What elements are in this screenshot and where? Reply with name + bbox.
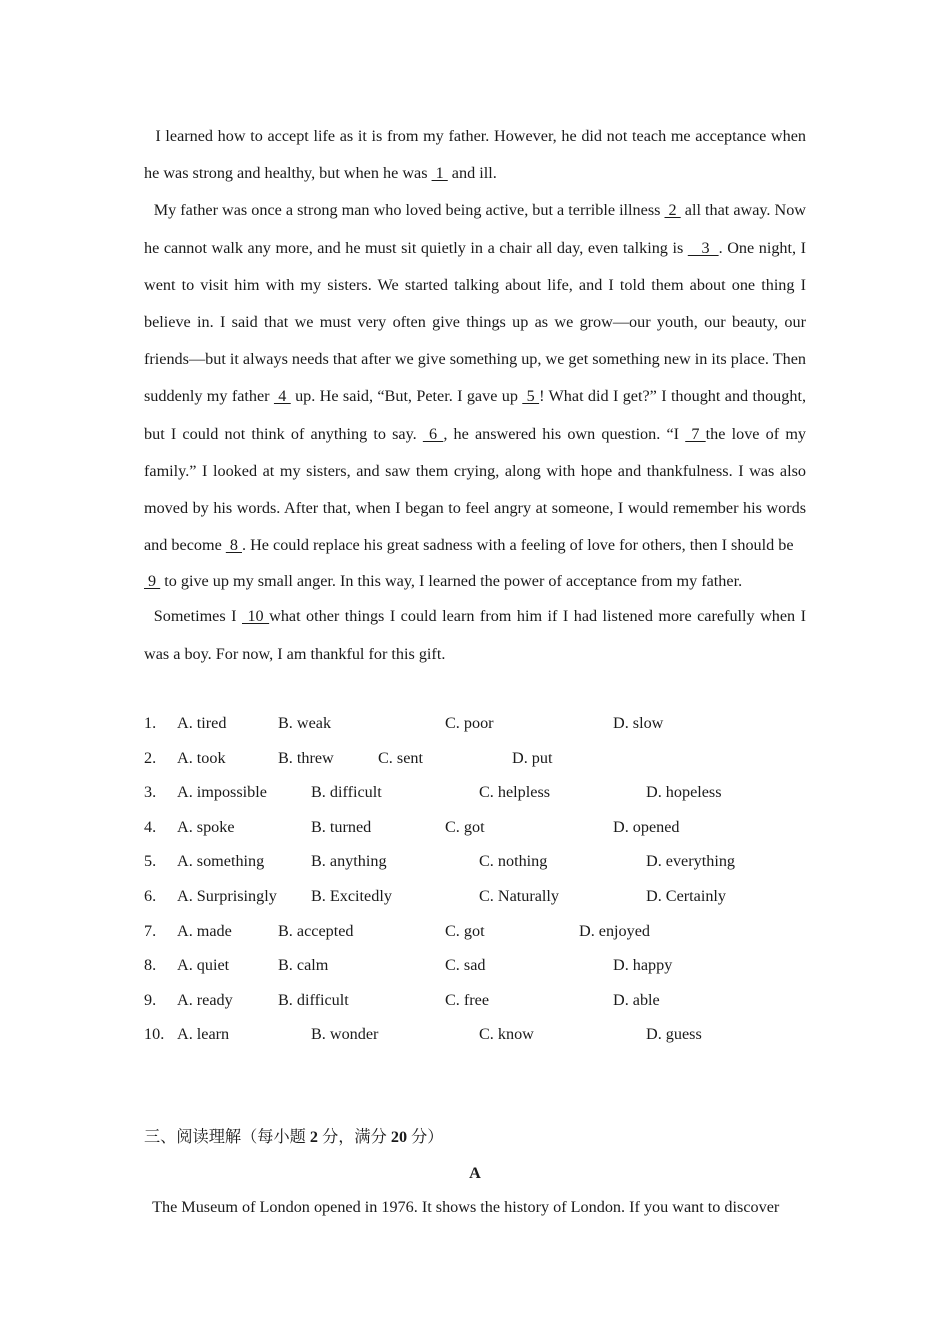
option-b: B. anything xyxy=(311,852,387,871)
question-number: 2. xyxy=(144,748,157,767)
passage-text: all that away. Now he cannot walk any more, and he must sit quietly in a chair all day, even talking is xyxy=(144,201,806,257)
option-row xyxy=(144,706,844,741)
option-c: C. Naturally xyxy=(479,886,560,905)
option-d: D. everything xyxy=(646,852,736,871)
passage-text: I learned how to accept life as it is from my father. However, he did not teach me acceptance when he was strong and healthy, but when he was xyxy=(144,127,806,183)
blank-4: 4 xyxy=(273,387,291,406)
option-d: D. slow xyxy=(613,714,664,732)
blank-2: 2 xyxy=(664,201,681,220)
option-row xyxy=(144,879,844,914)
passage-text: to give up my small anger. In this way, I learned the power of acceptance from my father. xyxy=(160,572,743,591)
option-b: B. difficult xyxy=(278,990,349,1009)
option-a: A. Surprisingly xyxy=(177,886,277,905)
option-c: C. free xyxy=(445,990,490,1009)
option-a: A. impossible xyxy=(177,783,267,802)
question-number: 1. xyxy=(144,714,157,732)
section-heading-text: 三、阅读理解（每小题 xyxy=(144,1128,310,1146)
blank-5: 5 xyxy=(522,387,540,406)
option-b: B. turned xyxy=(311,817,372,836)
option-row xyxy=(144,844,844,879)
option-c: C. know xyxy=(479,1025,534,1044)
passage-text: the love of my family.” I looked at my sisters, and saw them crying, along with hope and thankfulness. I was also moved by his words. After that, when I began to feel angry at someone, I would remember his words and become xyxy=(144,424,807,555)
question-number: 10. xyxy=(144,1025,165,1044)
option-b: B. difficult xyxy=(311,783,382,802)
question-number: 3. xyxy=(144,783,157,802)
option-d: D. enjoyed xyxy=(579,921,651,940)
option-c: C. sent xyxy=(378,748,423,767)
option-b: B. accepted xyxy=(278,921,354,940)
blank-6: 6 xyxy=(422,424,444,443)
option-row xyxy=(144,810,844,845)
question-number: 7. xyxy=(144,921,157,940)
passage-text: . One night, I went to visit him with my sisters. We started talking about life, and I told them about one thing I believe in. I said that we must very often give things up as we grow—our youth, our beauty, our friends—but it always needs that after we give something up, we get something new in its place. Then suddenly my father xyxy=(144,238,806,406)
option-row xyxy=(144,741,844,776)
cloze-paragraph-4 xyxy=(144,598,806,672)
option-c: C. sad xyxy=(445,956,486,975)
reading-passage-a: The Museum of London opened in 1976. It shows the history of London. If you want to discover xyxy=(152,1198,780,1216)
option-row xyxy=(144,948,844,983)
option-d: D. able xyxy=(613,990,660,1009)
blank-9: 9 xyxy=(144,572,161,591)
option-b: B. threw xyxy=(278,748,334,767)
blank-7: 7 xyxy=(685,424,706,443)
cloze-passage xyxy=(144,118,806,673)
option-a: A. something xyxy=(177,852,265,871)
option-a: A. quiet xyxy=(177,956,230,975)
passage-text: , he answered his own question. “I xyxy=(443,424,686,443)
passage-text: ! What did I get?” I thought and thought, but I could not think of anything to say. xyxy=(144,387,806,443)
question-number: 5. xyxy=(144,852,157,871)
option-c: C. got xyxy=(445,817,485,836)
points-total: 20 xyxy=(390,1128,408,1146)
option-row xyxy=(144,914,844,949)
passage-text: Sometimes I xyxy=(153,607,242,626)
cloze-paragraph-3 xyxy=(144,564,806,598)
option-a: A. learn xyxy=(177,1025,230,1044)
question-number: 9. xyxy=(144,990,157,1009)
passage-text: and ill. xyxy=(447,164,497,183)
option-row xyxy=(144,775,844,810)
cloze-paragraph-2 xyxy=(144,192,806,564)
option-a: A. took xyxy=(177,748,226,767)
option-a: A. ready xyxy=(177,990,233,1009)
blank-8: 8 xyxy=(225,536,242,555)
option-c: C. got xyxy=(445,921,485,940)
question-number: 6. xyxy=(144,886,157,905)
option-a: A. spoke xyxy=(177,817,235,836)
points-each: 2 xyxy=(309,1128,319,1146)
option-row xyxy=(144,1017,844,1052)
option-row xyxy=(144,983,844,1018)
option-c: C. helpless xyxy=(479,783,551,802)
option-c: C. nothing xyxy=(479,852,548,871)
section-heading xyxy=(144,1124,443,1150)
question-number: 8. xyxy=(144,956,157,975)
option-b: B. weak xyxy=(278,714,332,732)
option-d: D. hopeless xyxy=(646,783,722,802)
option-b: B. Excitedly xyxy=(311,886,392,905)
option-d: D. opened xyxy=(613,817,680,836)
passage-label: A xyxy=(469,1164,481,1182)
option-b: B. calm xyxy=(278,956,329,975)
passage-text: . He could replace his great sadness with a feeling of love for others, then I should be xyxy=(242,536,794,555)
blank-10: 10 xyxy=(242,607,270,626)
option-b: B. wonder xyxy=(311,1025,379,1044)
answer-options xyxy=(144,706,844,1052)
passage-text: up. He said, “But, Peter. I gave up xyxy=(290,387,523,406)
blank-3: 3 xyxy=(687,238,719,257)
option-a: A. made xyxy=(177,921,232,940)
option-c: C. poor xyxy=(445,714,494,732)
option-d: D. Certainly xyxy=(646,886,727,905)
option-a: A. tired xyxy=(177,714,227,732)
question-number: 4. xyxy=(144,817,157,836)
section-heading-text: 分） xyxy=(407,1128,444,1146)
cloze-paragraph-1 xyxy=(144,118,806,192)
passage-text: My father was once a strong man who loved being active, but a terrible illness xyxy=(153,201,665,220)
section-heading-text: 分，满分 xyxy=(318,1128,391,1146)
option-d: D. happy xyxy=(613,956,673,975)
passage-text: what other things I could learn from him if I had listened more carefully when I was a boy. For now, I am thankful for this gift. xyxy=(144,607,807,663)
option-d: D. put xyxy=(512,748,553,767)
option-d: D. guess xyxy=(646,1025,702,1044)
blank-1: 1 xyxy=(431,164,448,183)
